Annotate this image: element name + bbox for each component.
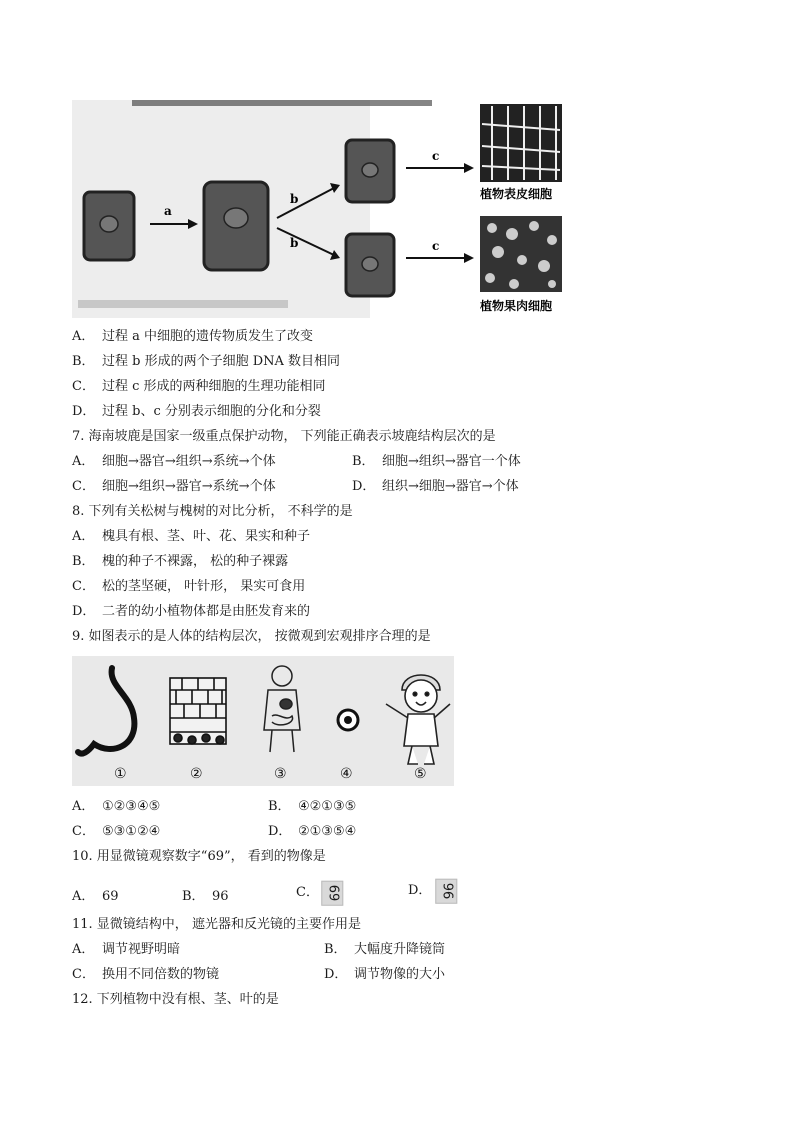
cell-small xyxy=(84,192,134,260)
label-b-bottom: b xyxy=(290,236,299,250)
q7-option-d: D． 组织→细胞→器官→个体 xyxy=(352,479,519,494)
body-level-label-3: ③ xyxy=(274,766,287,782)
q10-option-a: A． 69 xyxy=(72,889,119,904)
q10-option-b: B． 96 xyxy=(182,889,229,904)
tissue-drawing xyxy=(170,678,226,744)
label-b-top: b xyxy=(290,192,299,206)
q6-option-b: B． 过程 b 形成的两个子细胞 DNA 数目相同 xyxy=(72,354,341,369)
cell-process-diagram xyxy=(72,100,572,318)
q8-option-d: D． 二者的幼小植物体都是由胚发育来的 xyxy=(72,604,311,619)
q8-option-a: A． 槐具有根、茎、叶、花、果实和种子 xyxy=(72,529,311,544)
q7-stem: 7. 海南坡鹿是国家一级重点保护动物， 下列能正确表示坡鹿结构层次的是 xyxy=(72,429,496,444)
q9-option-a: A． ①②③④⑤ xyxy=(72,799,161,814)
flesh-tissue xyxy=(480,216,562,292)
q10-stem: 10. 用显微镜观察数字“69”， 看到的物像是 xyxy=(72,849,326,864)
body-level-label-4: ④ xyxy=(340,766,353,782)
q9-option-b: B． ④②①③⑤ xyxy=(268,799,357,814)
q6-option-d: D． 过程 b、c 分别表示细胞的分化和分裂 xyxy=(72,404,321,419)
caption-epidermis: 植物表皮细胞 xyxy=(480,187,553,201)
q11-option-d: D． 调节物像的大小 xyxy=(324,967,446,982)
q9-option-c: C． ⑤③①②④ xyxy=(72,824,161,839)
body-levels-diagram xyxy=(72,656,454,786)
q7-option-a: A． 细胞→器官→组织→系统→个体 xyxy=(72,454,276,469)
cell-daughter-top xyxy=(346,140,394,202)
q8-option-b: B． 槐的种子不裸露， 松的种子裸露 xyxy=(72,554,289,569)
cell-daughter-bottom xyxy=(346,234,394,296)
q11-option-b: B． 大幅度升降镜筒 xyxy=(324,942,446,957)
q12-stem: 12. 下列植物中没有根、茎、叶的是 xyxy=(72,992,279,1007)
cell-drawing xyxy=(338,710,358,730)
cell-large xyxy=(204,182,268,270)
q8-option-c: C． 松的茎坚硬， 叶针形， 果实可食用 xyxy=(72,579,306,594)
q9-option-d: D． ②①③⑤④ xyxy=(268,824,357,839)
q11-option-c: C． 换用不同倍数的物镜 xyxy=(72,967,220,982)
body-level-label-5: ⑤ xyxy=(414,766,427,782)
body-level-label-2: ② xyxy=(190,766,203,782)
q7-option-b: B． 细胞→组织→器官一个体 xyxy=(352,454,521,469)
q7-option-c: C． 细胞→组织→器官→系统→个体 xyxy=(72,479,276,494)
q11-stem: 11. 显微镜结构中， 遮光器和反光镜的主要作用是 xyxy=(72,917,361,932)
q11-option-a: A． 调节视野明暗 xyxy=(72,942,181,957)
q6-option-c: C． 过程 c 形成的两种细胞的生理功能相同 xyxy=(72,379,326,394)
system-drawing xyxy=(264,666,300,752)
caption-flesh: 植物果肉细胞 xyxy=(480,299,553,313)
q6-option-a: A． 过程 a 中细胞的遗传物质发生了改变 xyxy=(72,329,314,344)
label-c-top: c xyxy=(432,149,440,163)
q10-option-d: D． 96 xyxy=(408,880,459,902)
rotated-96-image: 96 xyxy=(435,879,457,904)
q10-option-c: C． 69 xyxy=(296,882,345,904)
label-a: a xyxy=(164,204,172,218)
q9-stem: 9. 如图表示的是人体的结构层次， 按微观到宏观排序合理的是 xyxy=(72,629,431,644)
epidermis-tissue xyxy=(480,104,562,182)
q8-stem: 8. 下列有关松树与槐树的对比分析， 不科学的是 xyxy=(72,504,353,519)
person-drawing xyxy=(386,675,450,764)
stomach-drawing xyxy=(78,668,134,754)
rotated-69-image: 69 xyxy=(321,881,343,906)
label-c-bottom: c xyxy=(432,239,440,253)
body-level-label-1: ① xyxy=(114,766,127,782)
